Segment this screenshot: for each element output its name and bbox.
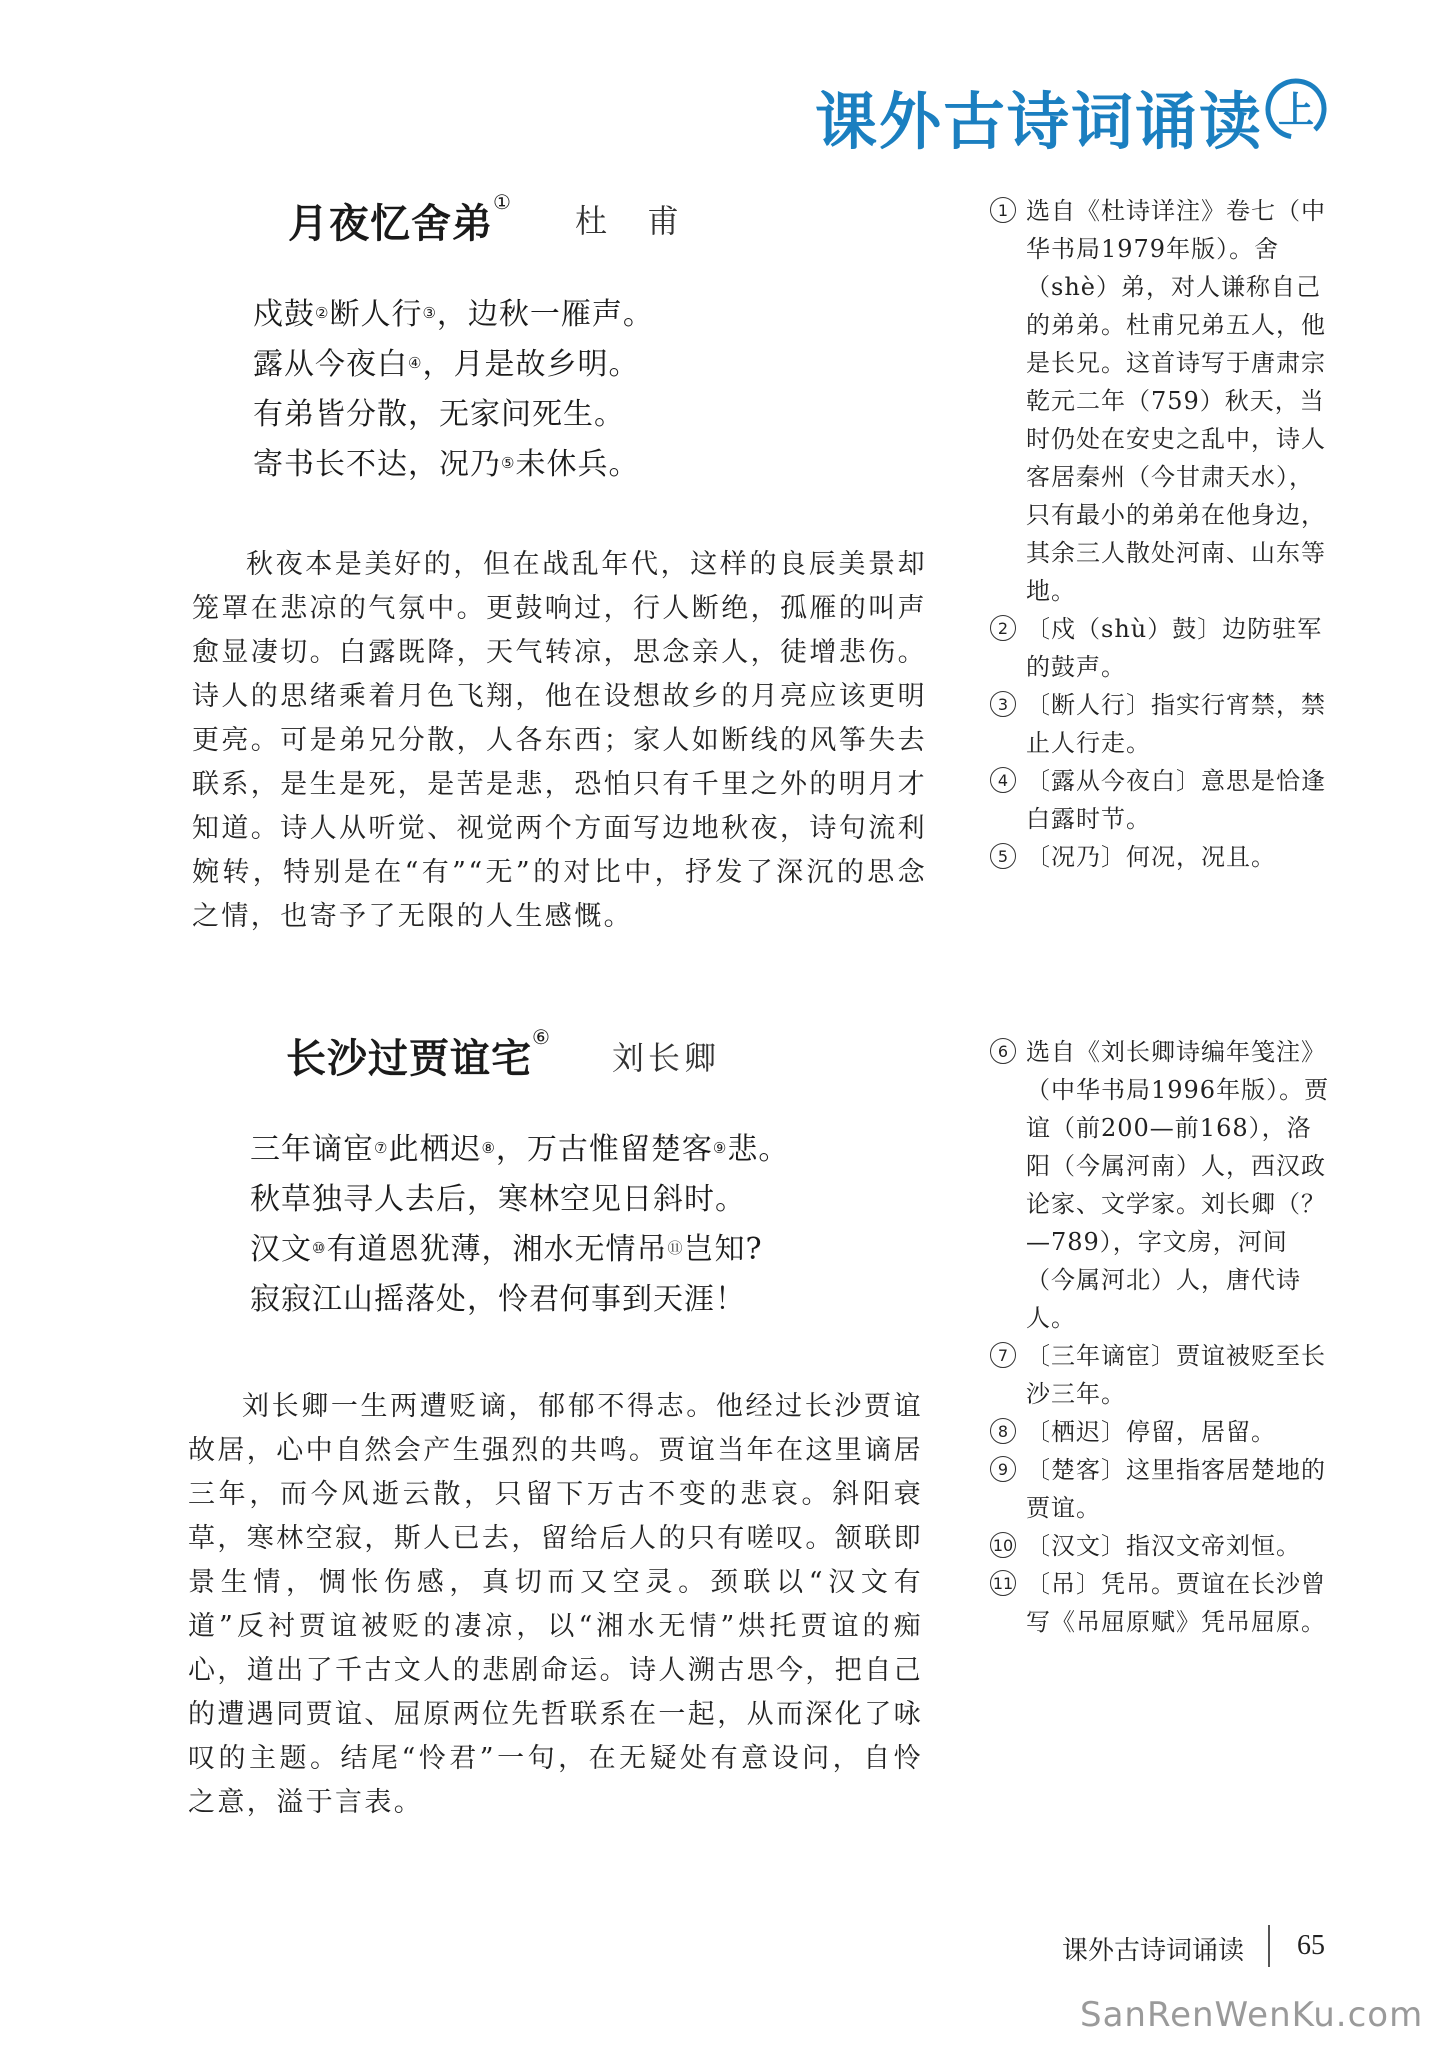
footnote-text: 〔三年谪宦〕贾谊被贬至长沙三年。: [1026, 1342, 1326, 1408]
footnote-item: [990, 1337, 1336, 1413]
footnote-number: 6: [990, 1038, 1016, 1064]
footer-divider: [1268, 1925, 1270, 1967]
svg-text:上: 上: [1277, 90, 1315, 131]
footnote-text: 〔露从今夜白〕意思是恰逢白露时节。: [1026, 767, 1326, 833]
poem2-commentary: 刘长卿一生两遭贬谪，郁郁不得志。他经过长沙贾谊故居，心中自然会产生强烈的共鸣。贾谊当年在这里谪居三年，而今风逝云散，只留下万古不变的悲哀。斜阳衰草，寒林空寂，斯人已去，留给后人的只有嗟叹。颔联即景生情，惆怅伤感，真切而又空灵。颈联以“汉文有道”反衬贾谊被贬的凄凉，以“湘水无情”烘托贾谊的痴心，道出了千古文人的悲剧命运。诗人溯古思今，把自己的遭遇同贾谊、屈原两位先哲联系在一起，从而深化了咏叹的主题。结尾“怜君”一句，在无疑处有意设问，自怜之意，溢于言表。: [188, 1391, 923, 1818]
volume-badge-icon: [1265, 78, 1327, 140]
poem-line-text: ，月是故乡明。: [422, 347, 640, 382]
poem-line: [253, 390, 654, 440]
poem-line: [253, 340, 654, 390]
footnote-item: [990, 610, 1336, 686]
footnote-item: [990, 1527, 1336, 1565]
page-header-title: 课外古诗词诵读: [815, 85, 1264, 158]
poem-line-text: 有道恩犹薄，湘水无情吊: [326, 1232, 668, 1267]
poem-line-text: 悲。: [727, 1132, 790, 1167]
footnote-mark: ⑩: [312, 1239, 327, 1257]
poem1-footnotes: [990, 192, 1336, 876]
footnote-item: [990, 838, 1336, 876]
poem1-title-footnote-mark: ①: [493, 190, 512, 214]
footnote-item: [990, 1413, 1336, 1451]
footnote-text: 选自《刘长卿诗编年笺注》（中华书局1996年版）。贾谊（前200—前168），洛阳（今属河南）人，西汉政论家、文学家。刘长卿（？—789），字文房，河间（今属河北）人，唐代诗人。: [1026, 1038, 1330, 1332]
footnote-mark: ⑦: [374, 1139, 389, 1157]
footnote-text: 〔汉文〕指汉文帝刘恒。: [1026, 1532, 1301, 1560]
footer-section-label: 课外古诗词诵读: [1062, 1936, 1245, 1966]
footnote-number: 4: [990, 767, 1016, 793]
footnote-item: [990, 1451, 1336, 1527]
poem-line: [250, 1175, 789, 1225]
footnote-number: 9: [990, 1456, 1016, 1482]
footnote-number: 7: [990, 1342, 1016, 1368]
footnote-text: 〔楚客〕这里指客居楚地的贾谊。: [1026, 1456, 1326, 1522]
poem2-footnotes: [990, 1033, 1336, 1641]
footnote-number: 11: [990, 1570, 1016, 1596]
poem-line-text: ，万古惟留楚客: [495, 1132, 713, 1167]
footnote-text: 〔戍（shù）鼓〕边防驻军的鼓声。: [1026, 615, 1323, 681]
footnote-mark: ③: [422, 304, 437, 322]
poem-line-text: 汉文: [250, 1232, 312, 1267]
footnote-item: [990, 762, 1336, 838]
footnote-text: 〔吊〕凭吊。贾谊在长沙曾写《吊屈原赋》凭吊屈原。: [1026, 1570, 1326, 1636]
poem-line-text: 露从今夜白: [253, 347, 408, 382]
poem1-lines: [253, 290, 654, 490]
poem-line-text: 戍鼓: [253, 297, 315, 332]
poem-line-text: 未休兵。: [515, 447, 640, 482]
footnote-mark: ⑪: [667, 1239, 684, 1257]
poem-line-text: 断人行: [329, 297, 423, 332]
poem-line: [250, 1275, 789, 1325]
footnote-mark: ②: [315, 304, 330, 322]
footnote-item: [990, 1565, 1336, 1641]
footnote-text: 〔断人行〕指实行宵禁，禁止人行走。: [1026, 691, 1326, 757]
footnote-text: 选自《杜诗详注》卷七（中华书局1979年版）。舍（shè）弟，对人谦称自己的弟弟。杜甫兄弟五人，他是长兄。这首诗写于唐肃宗乾元二年（759）秋天，当时仍处在安史之乱中，诗人客居秦州（今甘肃天水），只有最小的弟弟在他身边，其余三人散处河南、山东等地。: [1026, 197, 1326, 605]
poem-line-text: 秋草独寻人去后，寒林空见日斜时。: [250, 1182, 746, 1217]
footnote-mark: ⑨: [712, 1139, 728, 1157]
footnote-item: [990, 192, 1336, 610]
poem-line-text: 岂知?: [683, 1232, 763, 1267]
poem2-title-footnote-mark: ⑥: [532, 1025, 551, 1049]
poem2-lines: [250, 1125, 789, 1325]
poem2-title: 长沙过贾谊宅⑥: [286, 1025, 551, 1082]
footnote-text: 〔况乃〕何况，况且。: [1026, 843, 1276, 871]
footnote-text: 〔栖迟〕停留，居留。: [1026, 1418, 1276, 1446]
footnote-number: 10: [990, 1532, 1016, 1558]
poem-line-text: 有弟皆分散，无家问死生。: [253, 397, 625, 432]
footnote-mark: ④: [408, 354, 423, 372]
poem-line: [250, 1225, 789, 1275]
footnote-number: 3: [990, 691, 1016, 717]
poem2-author: 刘长卿: [612, 1039, 721, 1077]
poem-line: [250, 1125, 789, 1175]
watermark: SanRenWenKu.com: [1080, 1995, 1424, 2035]
footnote-mark: ⑤: [501, 454, 516, 472]
footnote-number: 2: [990, 615, 1016, 641]
poem-line: [253, 290, 654, 340]
poem-line: [253, 440, 654, 490]
poem1-title: 月夜忆舍弟①: [288, 190, 512, 247]
poem1-author: 杜 甫: [575, 202, 684, 240]
footnote-number: 8: [990, 1418, 1016, 1444]
footnote-item: [990, 686, 1336, 762]
footnote-mark: ⑧: [481, 1139, 496, 1157]
poem1-commentary: 秋夜本是美好的，但在战乱年代，这样的良辰美景却笼罩在悲凉的气氛中。更鼓响过，行人断绝，孤雁的叫声愈显凄切。白露既降，天气转凉，思念亲人，徒增悲伤。诗人的思绪乘着月色飞翔，他在设想故乡的月亮应该更明更亮。可是弟兄分散，人各东西；家人如断线的风筝失去联系，是生是死，是苦是悲，恐怕只有千里之外的明月才知道。诗人从听觉、视觉两个方面写边地秋夜，诗句流利婉转，特别是在“有”“无”的对比中，抒发了深沉的思念之情，也寄予了无限的人生感慨。: [192, 549, 927, 932]
poem-line-text: 寂寂江山摇落处，怜君何事到天涯！: [250, 1282, 746, 1317]
footnote-number: 1: [990, 197, 1016, 223]
poem-line-text: 此栖迟: [388, 1132, 482, 1167]
page-number: 65: [1297, 1930, 1325, 1961]
poem-line-text: ，边秋一雁声。: [436, 297, 654, 332]
footnote-item: [990, 1033, 1336, 1337]
poem-line-text: 三年谪宦: [250, 1132, 374, 1167]
footnote-number: 5: [990, 843, 1016, 869]
poem-line-text: 寄书长不达，况乃: [253, 447, 501, 482]
